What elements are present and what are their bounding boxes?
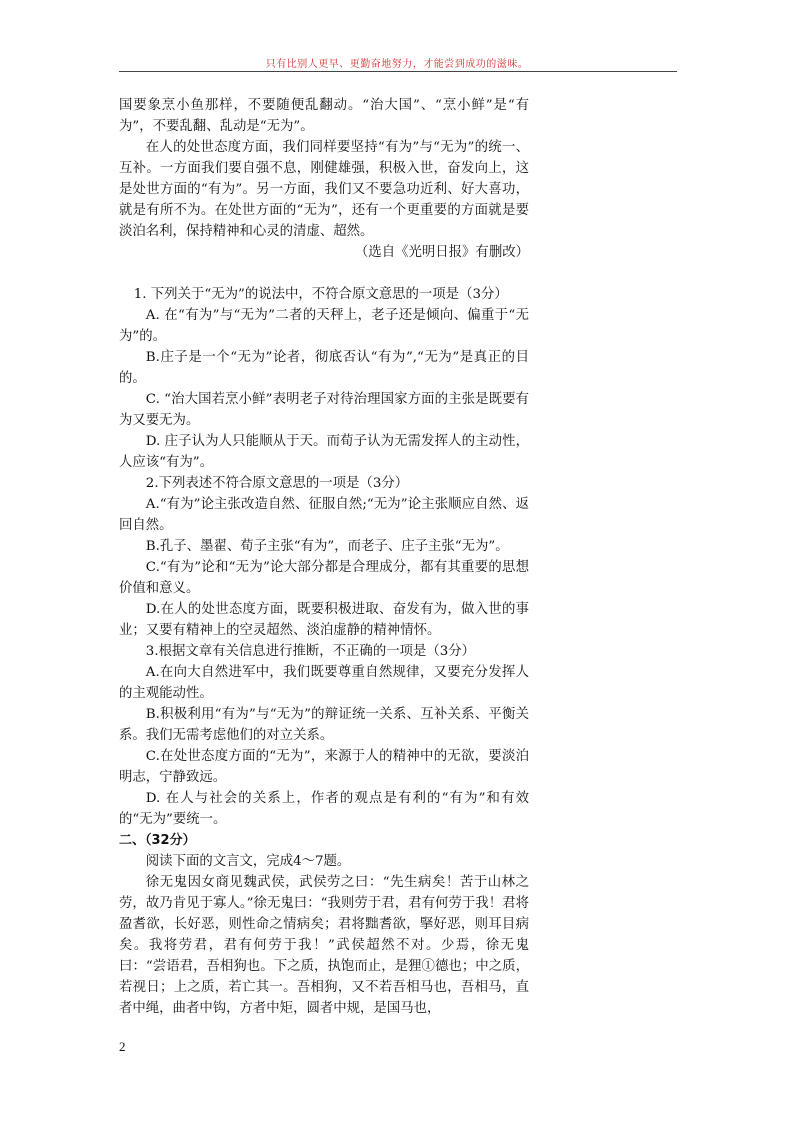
question-2-stem: 2.下列表述不符合原文意思的一项是（3分）: [145, 476, 409, 491]
question-1-option-b: B.庄子是一个“无为”论者，彻底否认“有为”,“无为”是真正的目的。: [119, 350, 529, 386]
question-1-option-c: C. “治大国若烹小鲜”表明老子对待治理国家方面的主张是既要有为又要无为。: [119, 392, 529, 428]
question-3-option-a: A.在向大自然进军中，我们既要尊重自然规律，又要充分发挥人的主观能动性。: [119, 665, 529, 701]
spacer: [119, 263, 529, 284]
question-3-option-b: B.积极利用“有为”与“无为”的辩证统一关系、互补关系、平衡关系。我们无需考虑他们的对立关系。: [119, 707, 529, 743]
section-2-instruction: 阅读下面的文言文，完成4～7题。: [145, 854, 351, 869]
passage-paragraph-1: 国要象烹小鱼那样，不要随便乱翻动。“治大国”、“烹小鲜”是“有为”，不要乱翻、乱动是“无为”。: [119, 98, 529, 134]
question-2-option-a: A.“有为”论主张改造自然、征服自然;“无为”论主张顺应自然、返回自然。: [119, 497, 529, 533]
question-2-option-b: B.孔子、墨翟、荀子主张“有为”，而老子、庄子主张“无为”。: [145, 539, 509, 554]
question-2-option-c: C.“有为”论和“无为”论大部分都是合理成分，都有其重要的思想价值和意义。: [119, 560, 529, 596]
section-2-heading: 二、（32分）: [119, 833, 196, 848]
question-1-stem: 1. 下列关于“无为”的说法中，不符合原文意思的一项是（3分）: [133, 287, 508, 302]
page-number: 2: [119, 1039, 126, 1054]
question-1-option-d: D. 庄子认为人只能顺从于天。而荀子认为无需发挥人的主动性，人应该“有为”。: [119, 434, 529, 470]
question-3-option-c: C.在处世态度方面的“无为”，来源于人的精神中的无欲，要淡泊明志，宁静致远。: [119, 749, 529, 785]
question-2-option-d: D.在人的处世态度方面，既要积极进取、奋发有为，做入世的事业；又要有精神上的空灵超然、淡泊虚静的精神情怀。: [119, 602, 529, 638]
header-divider: [119, 71, 677, 72]
question-3-stem: 3.根据文章有关信息进行推断，不正确的一项是（3分）: [145, 644, 476, 659]
classical-text: 徐无鬼因女商见魏武侯，武侯劳之曰：“先生病矣！苦于山林之劳，故乃肯见于寡人。”徐无鬼曰：“我则劳于君，君有何劳于我！君将盈耆欲，长好恶，则性命之情病矣；君将黜耆欲，掔好恶，则耳目病矣。我将劳君，君有何劳于我！”武侯超然不对。少焉，徐无鬼曰：“尝语君，吾相狗也。下之质，执饱而止，是狸①德也；中之质，若视日；上之质，若亡其一。吾相狗，又不若吾相马也，吾相马，直者中绳，曲者中钩，方者中矩，圆者中规，是国马也，: [119, 875, 529, 1016]
question-3-option-d: D. 在人与社会的关系上，作者的观点是有利的“有为”和有效的“无为”要统一。: [119, 791, 529, 827]
passage-paragraph-2: 在人的处世态度方面，我们同样要坚持“有为”与“无为”的统一、互补。一方面我们要自强不息，刚健雄强，积极入世，奋发向上，这是处世方面的“有为”。另一方面，我们又不要急功近利、好大喜功，就是有所不为。在处世方面的“无为”，还有一个更重要的方面就是要淡泊名利，保持精神和心灵的清虚、超然。: [119, 140, 529, 239]
question-1-option-a: A. 在“有为”与“无为”二者的天秤上，老子还是倾向、偏重于“无为”的。: [119, 308, 529, 344]
passage-source: （选自《光明日报》有删改）: [354, 245, 529, 260]
document-body: [119, 95, 529, 1019]
header-motto: 只有比别人更早、更勤奋地努力，才能尝到成功的滋味。: [265, 59, 529, 70]
